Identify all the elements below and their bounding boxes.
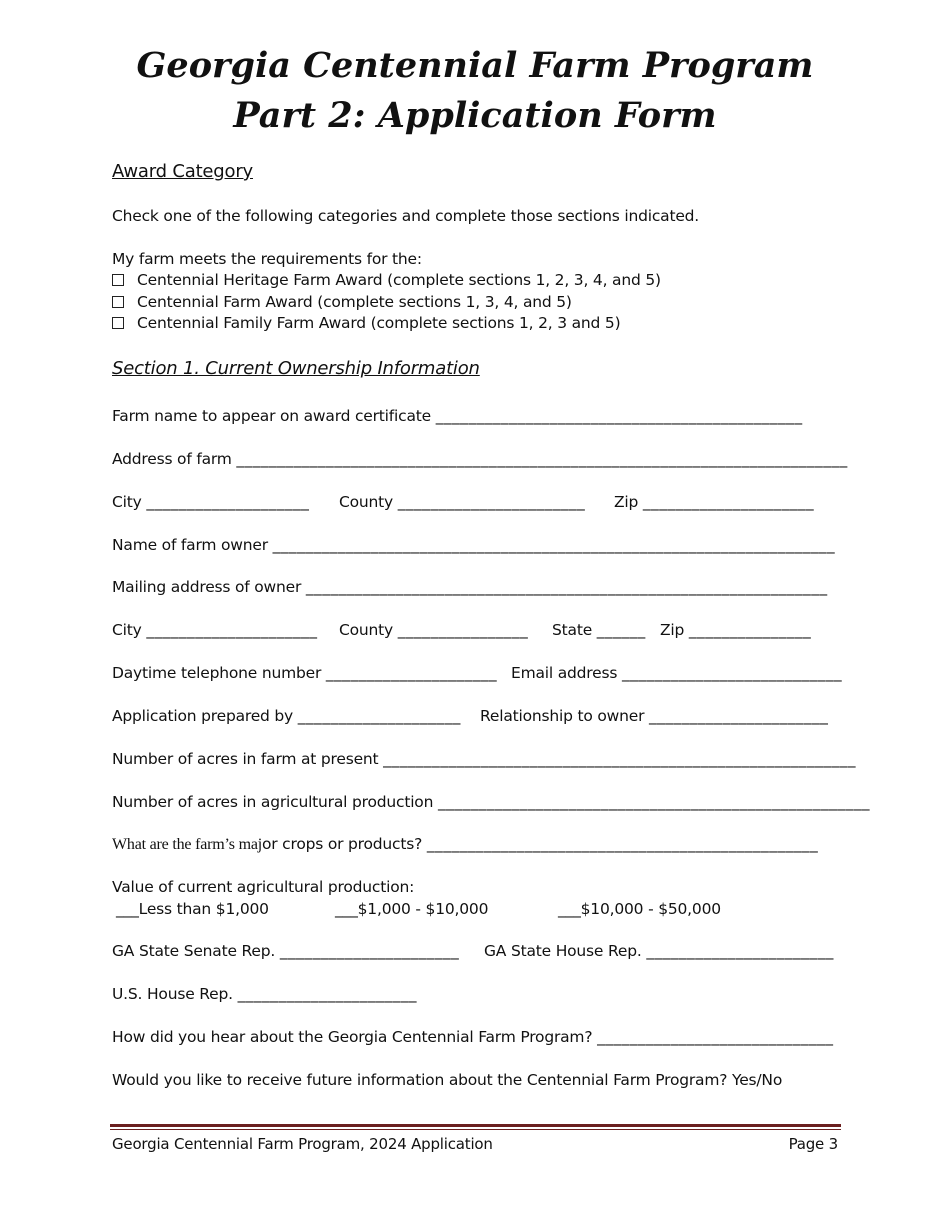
section1-heading: Section 1. Current Ownership Information — [112, 358, 480, 379]
owner-zip-field[interactable]: Zip _______________ — [660, 621, 812, 639]
owner-mailing-address-field[interactable]: Mailing address of owner ________________________________________________________________ — [112, 578, 828, 596]
footer-page-number: Page 3 — [788, 1135, 838, 1153]
checkbox-icon[interactable] — [112, 317, 124, 329]
award-option-heritage[interactable]: Centennial Heritage Farm Award (complete sections 1, 2, 3, 4, and 5) — [112, 270, 661, 290]
phone-field[interactable]: Daytime telephone number _____________________ — [112, 664, 498, 682]
page-title: Georgia Centennial Farm Program — [136, 45, 814, 86]
farm-zip-field[interactable]: Zip _____________________ — [614, 493, 815, 511]
production-value-label: Value of current agricultural production: — [112, 878, 415, 896]
farm-address-field[interactable]: Address of farm ___________________________________________________________________________ — [112, 450, 848, 468]
owner-county-field[interactable]: County ________________ — [339, 621, 529, 639]
farm-name-field[interactable]: Farm name to appear on award certificate _____________________________________________ — [112, 407, 803, 425]
value-option-10000-50000[interactable]: ___$10,000 - $50,000 — [558, 900, 721, 918]
award-instruction: Check one of the following categories and complete those sections indicated. — [112, 207, 700, 225]
owner-name-field[interactable]: Name of farm owner _____________________________________________________________________ — [112, 536, 835, 554]
checkbox-icon[interactable] — [112, 274, 124, 286]
award-intro: My farm meets the requirements for the: — [112, 250, 422, 268]
footer-program-label: Georgia Centennial Farm Program, 2024 Application — [112, 1135, 493, 1153]
crops-field[interactable]: What are the farm’s major crops or products? ________________________________________________ — [112, 835, 819, 853]
owner-state-field[interactable]: State ______ — [552, 621, 646, 639]
checkbox-icon[interactable] — [112, 296, 124, 308]
footer-rule-thick — [110, 1124, 841, 1127]
award-option-centennial[interactable]: Centennial Farm Award (complete sections 1, 3, 4, and 5) — [112, 292, 572, 312]
farm-county-field[interactable]: County _______________________ — [339, 493, 586, 511]
future-info-question[interactable]: Would you like to receive future information about the Centennial Farm Program? Yes/No — [112, 1071, 783, 1089]
prepared-by-field[interactable]: Application prepared by ____________________ — [112, 707, 461, 725]
award-option-family[interactable]: Centennial Family Farm Award (complete sections 1, 2, 3 and 5) — [112, 313, 620, 333]
value-option-1000-10000[interactable]: ___$1,000 - $10,000 — [335, 900, 489, 918]
email-field[interactable]: Email address ___________________________ — [511, 664, 843, 682]
referral-source-field[interactable]: How did you hear about the Georgia Centennial Farm Program? _____________________________ — [112, 1028, 834, 1046]
page-subtitle: Part 2: Application Form — [233, 95, 717, 136]
owner-city-field[interactable]: City _____________________ — [112, 621, 318, 639]
award-category-heading: Award Category — [112, 161, 253, 182]
acres-agricultural-field[interactable]: Number of acres in agricultural production _____________________________________________________ — [112, 793, 870, 811]
us-house-field[interactable]: U.S. House Rep. ______________________ — [112, 985, 417, 1003]
relationship-field[interactable]: Relationship to owner ______________________ — [480, 707, 829, 725]
state-senate-field[interactable]: GA State Senate Rep. ______________________ — [112, 942, 460, 960]
farm-city-field[interactable]: City ____________________ — [112, 493, 310, 511]
value-option-less-1000[interactable]: ___Less than $1,000 — [116, 900, 269, 918]
footer-rule-thin — [110, 1129, 841, 1130]
acres-present-field[interactable]: Number of acres in farm at present __________________________________________________________ — [112, 750, 856, 768]
state-house-field[interactable]: GA State House Rep. _______________________ — [484, 942, 834, 960]
